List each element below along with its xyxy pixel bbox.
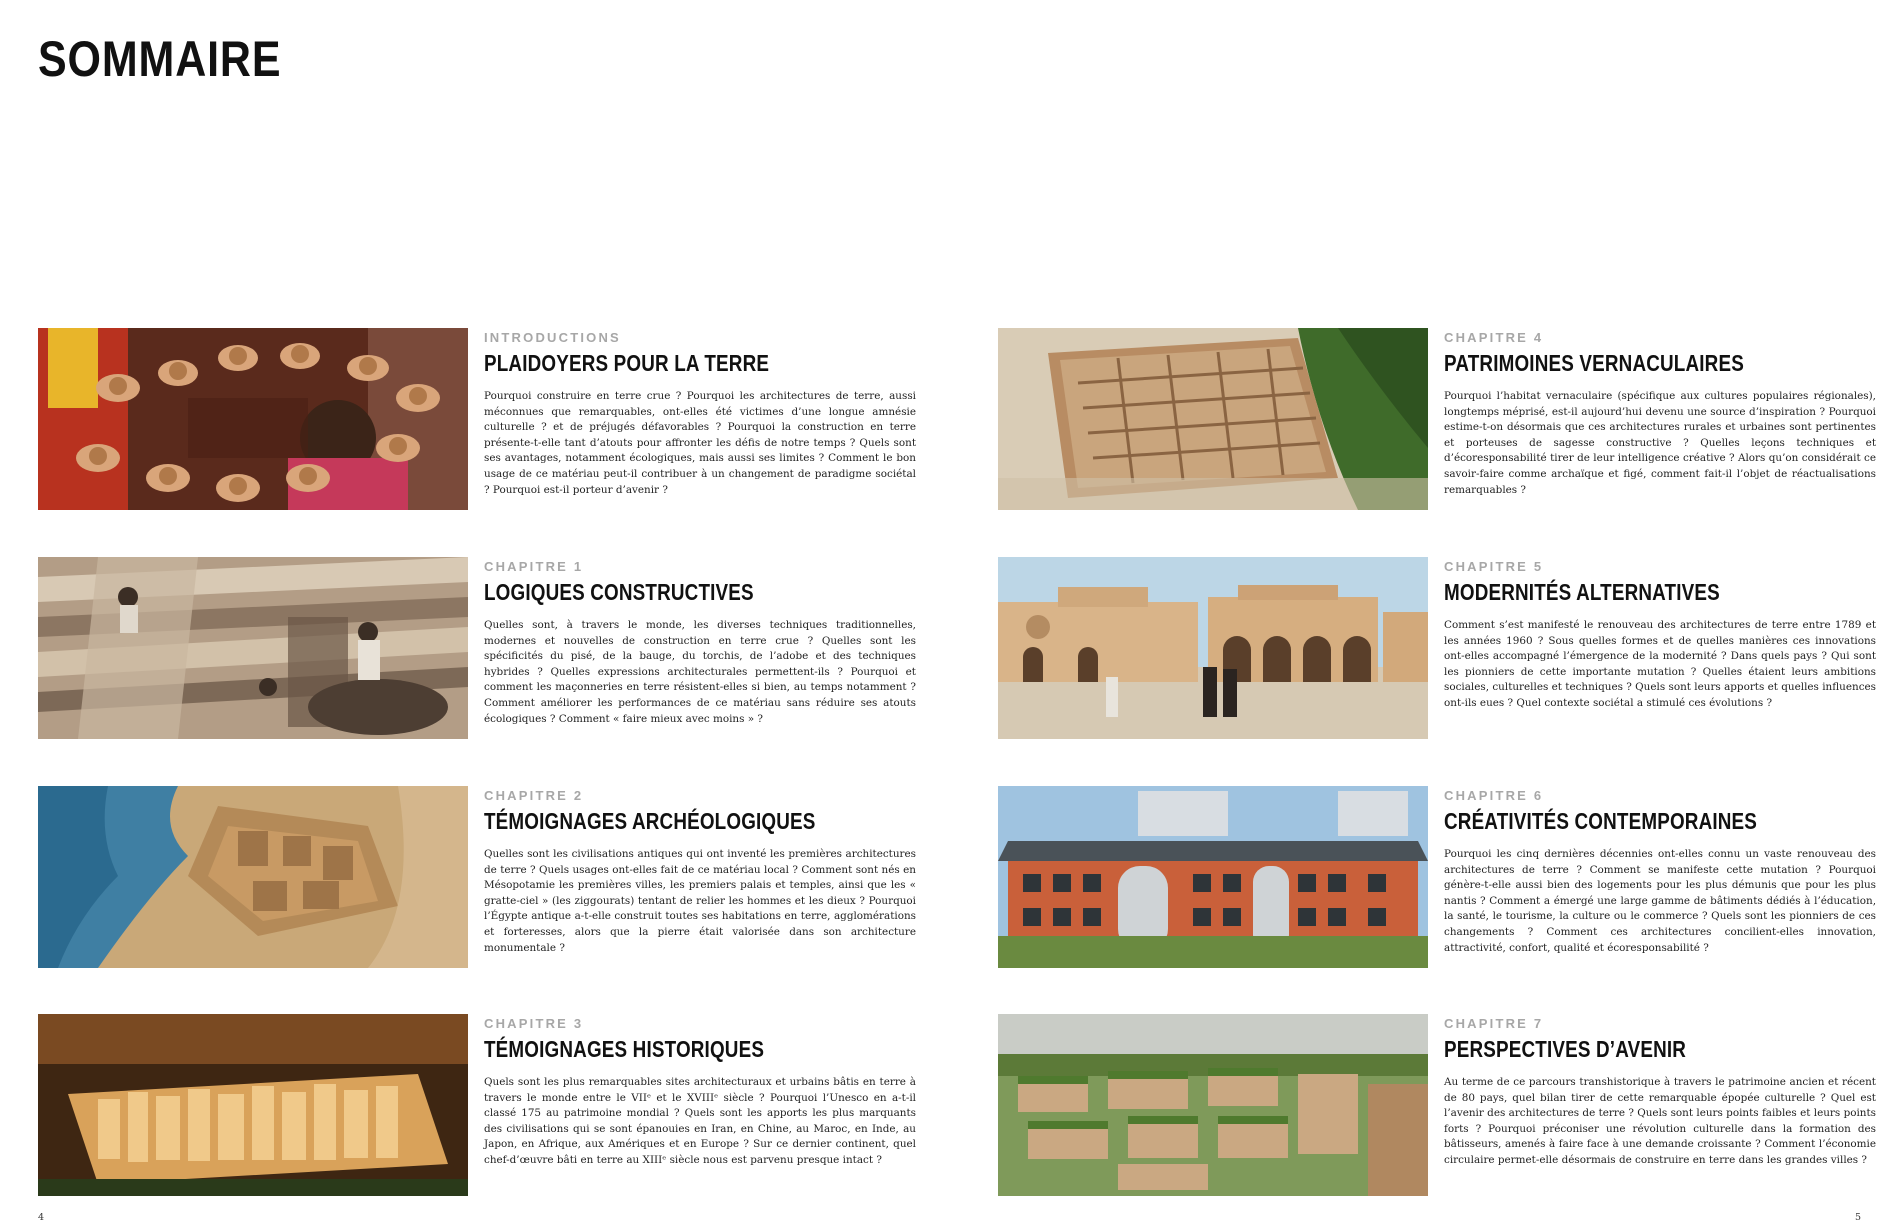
entry-heading[interactable]: PLAIDOYERS POUR LA TERRE bbox=[484, 350, 770, 376]
photo-hands bbox=[38, 328, 468, 510]
entry-heading[interactable]: CRÉATIVITÉS CONTEMPORAINES bbox=[1444, 808, 1758, 834]
entry-kicker: CHAPITRE 2 bbox=[484, 788, 584, 803]
entry-summary: Pourquoi l’habitat vernaculaire (spécifique aux cultures populaires régionales), longtemps méprisé, est-il aujourd’hui devenu une source d’inspiration ? Pourquoi estime-t-on désormais que ces architectures rurales et urbaines sont pertinentes et porteuses de sagesse constructive ? Quelles leçons techniques et d’écoresponsabilité tirer de leur intelligence créative ? Alors qu’on considérait ce savoir-faire comme archaïque et figé, comment fait-il l’objet de réactualisations remarquables ? bbox=[1444, 390, 1876, 496]
toc-entry-introductions[interactable] bbox=[38, 328, 928, 510]
entry-kicker: CHAPITRE 4 bbox=[1444, 330, 1544, 345]
historic-city-photo-image bbox=[38, 1014, 468, 1196]
modern-earth-photo-image bbox=[998, 557, 1428, 739]
photo-archaeology bbox=[38, 786, 468, 968]
toc-entry-chapitre-3[interactable] bbox=[38, 1014, 928, 1196]
entry-kicker: CHAPITRE 5 bbox=[1444, 559, 1544, 574]
photo-vernacular bbox=[998, 328, 1428, 510]
page-title: SOMMAIRE bbox=[38, 31, 282, 87]
entry-heading[interactable]: LOGIQUES CONSTRUCTIVES bbox=[484, 579, 754, 605]
page-number-right: 5 bbox=[1855, 1212, 1862, 1223]
entry-summary: Quelles sont les civilisations antiques qui ont inventé les premières architectures de terre ? Quels usages ont-elles fait de ce matériau local ? Comment sont nés en Mésopotamie les premières villes, les premiers palais et temples, ainsi que les « gratte-ciel » (les ziggourats) tentant de relier les hommes et les dieux ? Pourquoi l’Égypte antique a-t-elle construit toutes ses habitations en terre, agglomérations et forteresses, alors que la pierre était valorisée dans son architecture monumentale ? bbox=[484, 848, 916, 954]
entry-summary: Quelles sont, à travers le monde, les diverses techniques traditionnelles, modernes et nouvelles de construction en terre crue ? Quelles sont les spécificités du pisé, de la bauge, du torchis, de l’adobe et des techniques hybrides ? Quelles expressions architecturales permettent-ils ? Pourquoi et comment les maçonneries en terre résistent-elles si bien, au temps notamment ? Comment améliorer les performances de ce matériau sans réduire ses atouts écologiques ? Comment « faire mieux avec moins » ? bbox=[484, 619, 916, 725]
photo-contemporary bbox=[998, 786, 1428, 968]
entry-summary: Pourquoi les cinq dernières décennies ont-elles connu un vaste renouveau des architectures de terre ? Comment se manifeste cette mutation ? Pourquoi génère-t-elle aussi bien des logements pour les plus démunis que pour les plus nantis ? Comment a émergé une large gamme de bâtiments dédiés à l’éducation, la santé, le tourisme, la culture ou le commerce ? Quels sont les pionniers de ces changements ? Comment ces architectures concilient-elles innovation, attractivité, confort, qualité et écoresponsabilité ? bbox=[1444, 848, 1876, 954]
photo-historic-city bbox=[38, 1014, 468, 1196]
entry-heading[interactable]: PATRIMOINES VERNACULAIRES bbox=[1444, 350, 1744, 376]
toc-entry-chapitre-6[interactable] bbox=[998, 786, 1888, 968]
entry-heading[interactable]: TÉMOIGNAGES ARCHÉOLOGIQUES bbox=[484, 808, 816, 834]
toc-entry-chapitre-2[interactable] bbox=[38, 786, 928, 968]
entry-kicker: CHAPITRE 3 bbox=[484, 1016, 584, 1031]
construction-photo-image bbox=[38, 557, 468, 739]
photo-future bbox=[998, 1014, 1428, 1196]
vernacular-photo-image bbox=[998, 328, 1428, 510]
entry-heading[interactable]: PERSPECTIVES D’AVENIR bbox=[1444, 1036, 1687, 1062]
entry-summary: Quels sont les plus remarquables sites architecturaux et urbains bâtis en terre à travers le monde entre le VIIᵉ et le XVIIIᵉ siècle ? Pourquoi l’Unesco en a-t-il classé 175 au patrimoine mondial ? Quels sont les apports les plus marquants des civilisations qui se sont épanouies en Iran, en Chine, au Maroc, en Inde, au Japon, en Afrique, aux Amériques et en Europe ? Sur ce dernier continent, quel chef-d’œuvre bâti en terre au XIIIᵉ siècle nous est parvenu presque intact ? bbox=[484, 1076, 916, 1166]
archaeology-photo-image bbox=[38, 786, 468, 968]
hands-photo-image bbox=[38, 328, 468, 510]
photo-construction bbox=[38, 557, 468, 739]
entry-heading[interactable]: MODERNITÉS ALTERNATIVES bbox=[1444, 579, 1720, 605]
entry-kicker: CHAPITRE 1 bbox=[484, 559, 584, 574]
entry-kicker: CHAPITRE 7 bbox=[1444, 1016, 1544, 1031]
entry-summary: Comment s’est manifesté le renouveau des architectures de terre entre 1789 et les années 1960 ? Sous quelles formes et de quelles manières ces innovations ont-elles accompagné l’émergence de la modernité ? Dans quels pays ? Qui sont les pionniers de cette importante mutation ? Quelles étaient leurs ambitions sociales, culturelles et techniques ? Quels sont leurs apports et quelles influences ont-ils eues ? Quel contexte sociétal a stimulé ces évolutions ? bbox=[1444, 619, 1876, 709]
entry-summary: Pourquoi construire en terre crue ? Pourquoi les architectures de terre, aussi méconnues que remarquables, ont-elles été victimes d’une longue amnésie culturelle ? et de préjugés défavorables ? Pourquoi la construction en terre présente-t-elle tant d’atouts pour affronter les défis de notre temps ? Quels sont ses avantages, notamment écologiques, mais aussi ses limites ? Comment le bon usage de ce matériau peut-il contribuer à un changement de paradigme sociétal ? Pourquoi est-il porteur d’avenir ? bbox=[484, 390, 916, 496]
entry-kicker: INTRODUCTIONS bbox=[484, 330, 621, 345]
entry-kicker: CHAPITRE 6 bbox=[1444, 788, 1544, 803]
contemporary-photo-image bbox=[998, 786, 1428, 968]
toc-entry-chapitre-7[interactable] bbox=[998, 1014, 1888, 1196]
photo-modern-earth bbox=[998, 557, 1428, 739]
entry-heading[interactable]: TÉMOIGNAGES HISTORIQUES bbox=[484, 1036, 765, 1062]
toc-entry-chapitre-1[interactable] bbox=[38, 557, 928, 739]
page-number-left: 4 bbox=[38, 1212, 45, 1223]
future-photo-image bbox=[998, 1014, 1428, 1196]
toc-entry-chapitre-5[interactable] bbox=[998, 557, 1888, 739]
toc-entry-chapitre-4[interactable] bbox=[998, 328, 1888, 510]
entry-summary: Au terme de ce parcours transhistorique à travers le patrimoine ancien et récent de 80 pays, quel bilan tirer de cette remarquable épopée culturelle ? Quel est l’avenir des architectures de terre ? Quels sont leurs points faibles et leurs points forts ? Pourquoi préconiser une révolution culturelle dans la formation des bâtisseurs, amenés à faire face à une demande croissante ? Comment l’économie circulaire permet-elle désormais de construire en terre dans les grandes villes ? bbox=[1444, 1076, 1876, 1166]
